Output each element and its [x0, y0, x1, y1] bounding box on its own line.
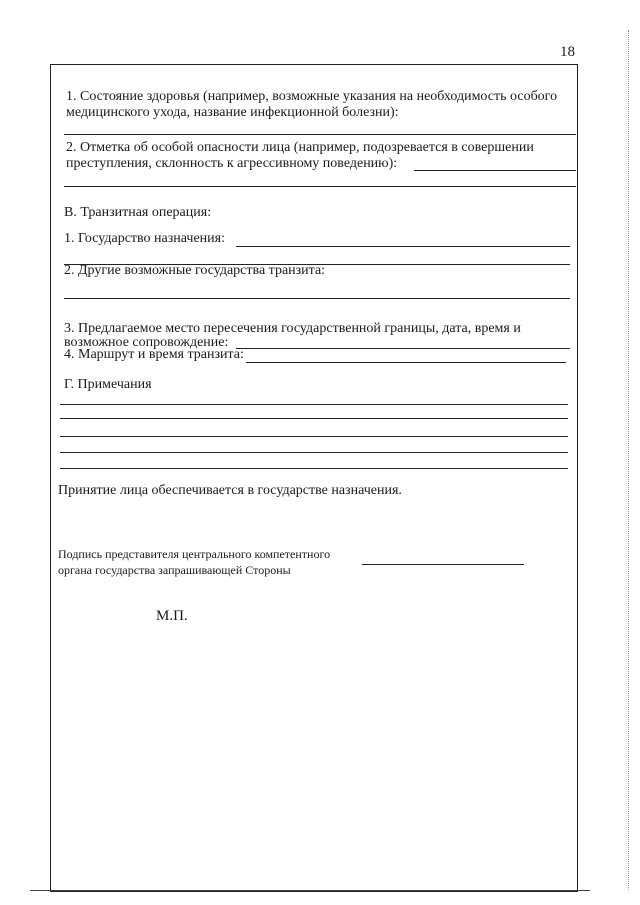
health-fill-line[interactable] — [64, 134, 576, 135]
danger-line-2: преступления, склонность к агрессивному поведению): — [66, 156, 398, 171]
notes-line-5[interactable] — [60, 468, 568, 469]
notes-line-2[interactable] — [60, 418, 568, 419]
danger-fill-line[interactable] — [64, 186, 576, 187]
acceptance-text: Принятие лица обеспечивается в государстве назначения. — [58, 483, 402, 498]
health-line-2: медицинского ухода, название инфекционной болезни): — [66, 105, 399, 120]
bottom-rule — [30, 890, 590, 891]
health-line-1: 1. Состояние здоровья (например, возможные указания на необходимость особого — [66, 89, 558, 104]
right-edge-mark — [628, 30, 629, 890]
destination-fill-line[interactable] — [236, 246, 570, 247]
route-fill-line[interactable] — [246, 362, 566, 363]
danger-line-1: 2. Отметка об особой опасности лица (например, подозревается в совершении — [66, 140, 534, 155]
notes-line-3[interactable] — [60, 436, 568, 437]
crossing-line-1: 3. Предлагаемое место пересечения государственной границы, дата, время и — [64, 321, 521, 336]
form-frame — [50, 64, 578, 892]
notes-line-4[interactable] — [60, 452, 568, 453]
crossing-fill-line[interactable] — [236, 348, 570, 349]
other-transit-label: 2. Другие возможные государства транзита: — [64, 263, 326, 278]
section-g-title: Г. Примечания — [64, 377, 152, 392]
notes-line-1[interactable] — [60, 404, 568, 405]
destination-label: 1. Государство назначения: — [64, 231, 225, 246]
seal-label: М.П. — [156, 608, 188, 624]
other-transit-fill-line[interactable] — [64, 298, 570, 299]
signature-fill-line[interactable] — [362, 564, 524, 565]
danger-fill-line-inline[interactable] — [414, 170, 576, 171]
route-label: 4. Маршрут и время транзита: — [64, 347, 244, 362]
section-v-title: В. Транзитная операция: — [64, 205, 212, 220]
crossing-line-2: возможное сопровождение: — [64, 335, 229, 350]
signature-line-2: органа государства запрашивающей Стороны — [58, 563, 291, 577]
page-number: 18 — [560, 44, 575, 60]
signature-line-1: Подпись представителя центрального компетентного — [58, 547, 331, 561]
